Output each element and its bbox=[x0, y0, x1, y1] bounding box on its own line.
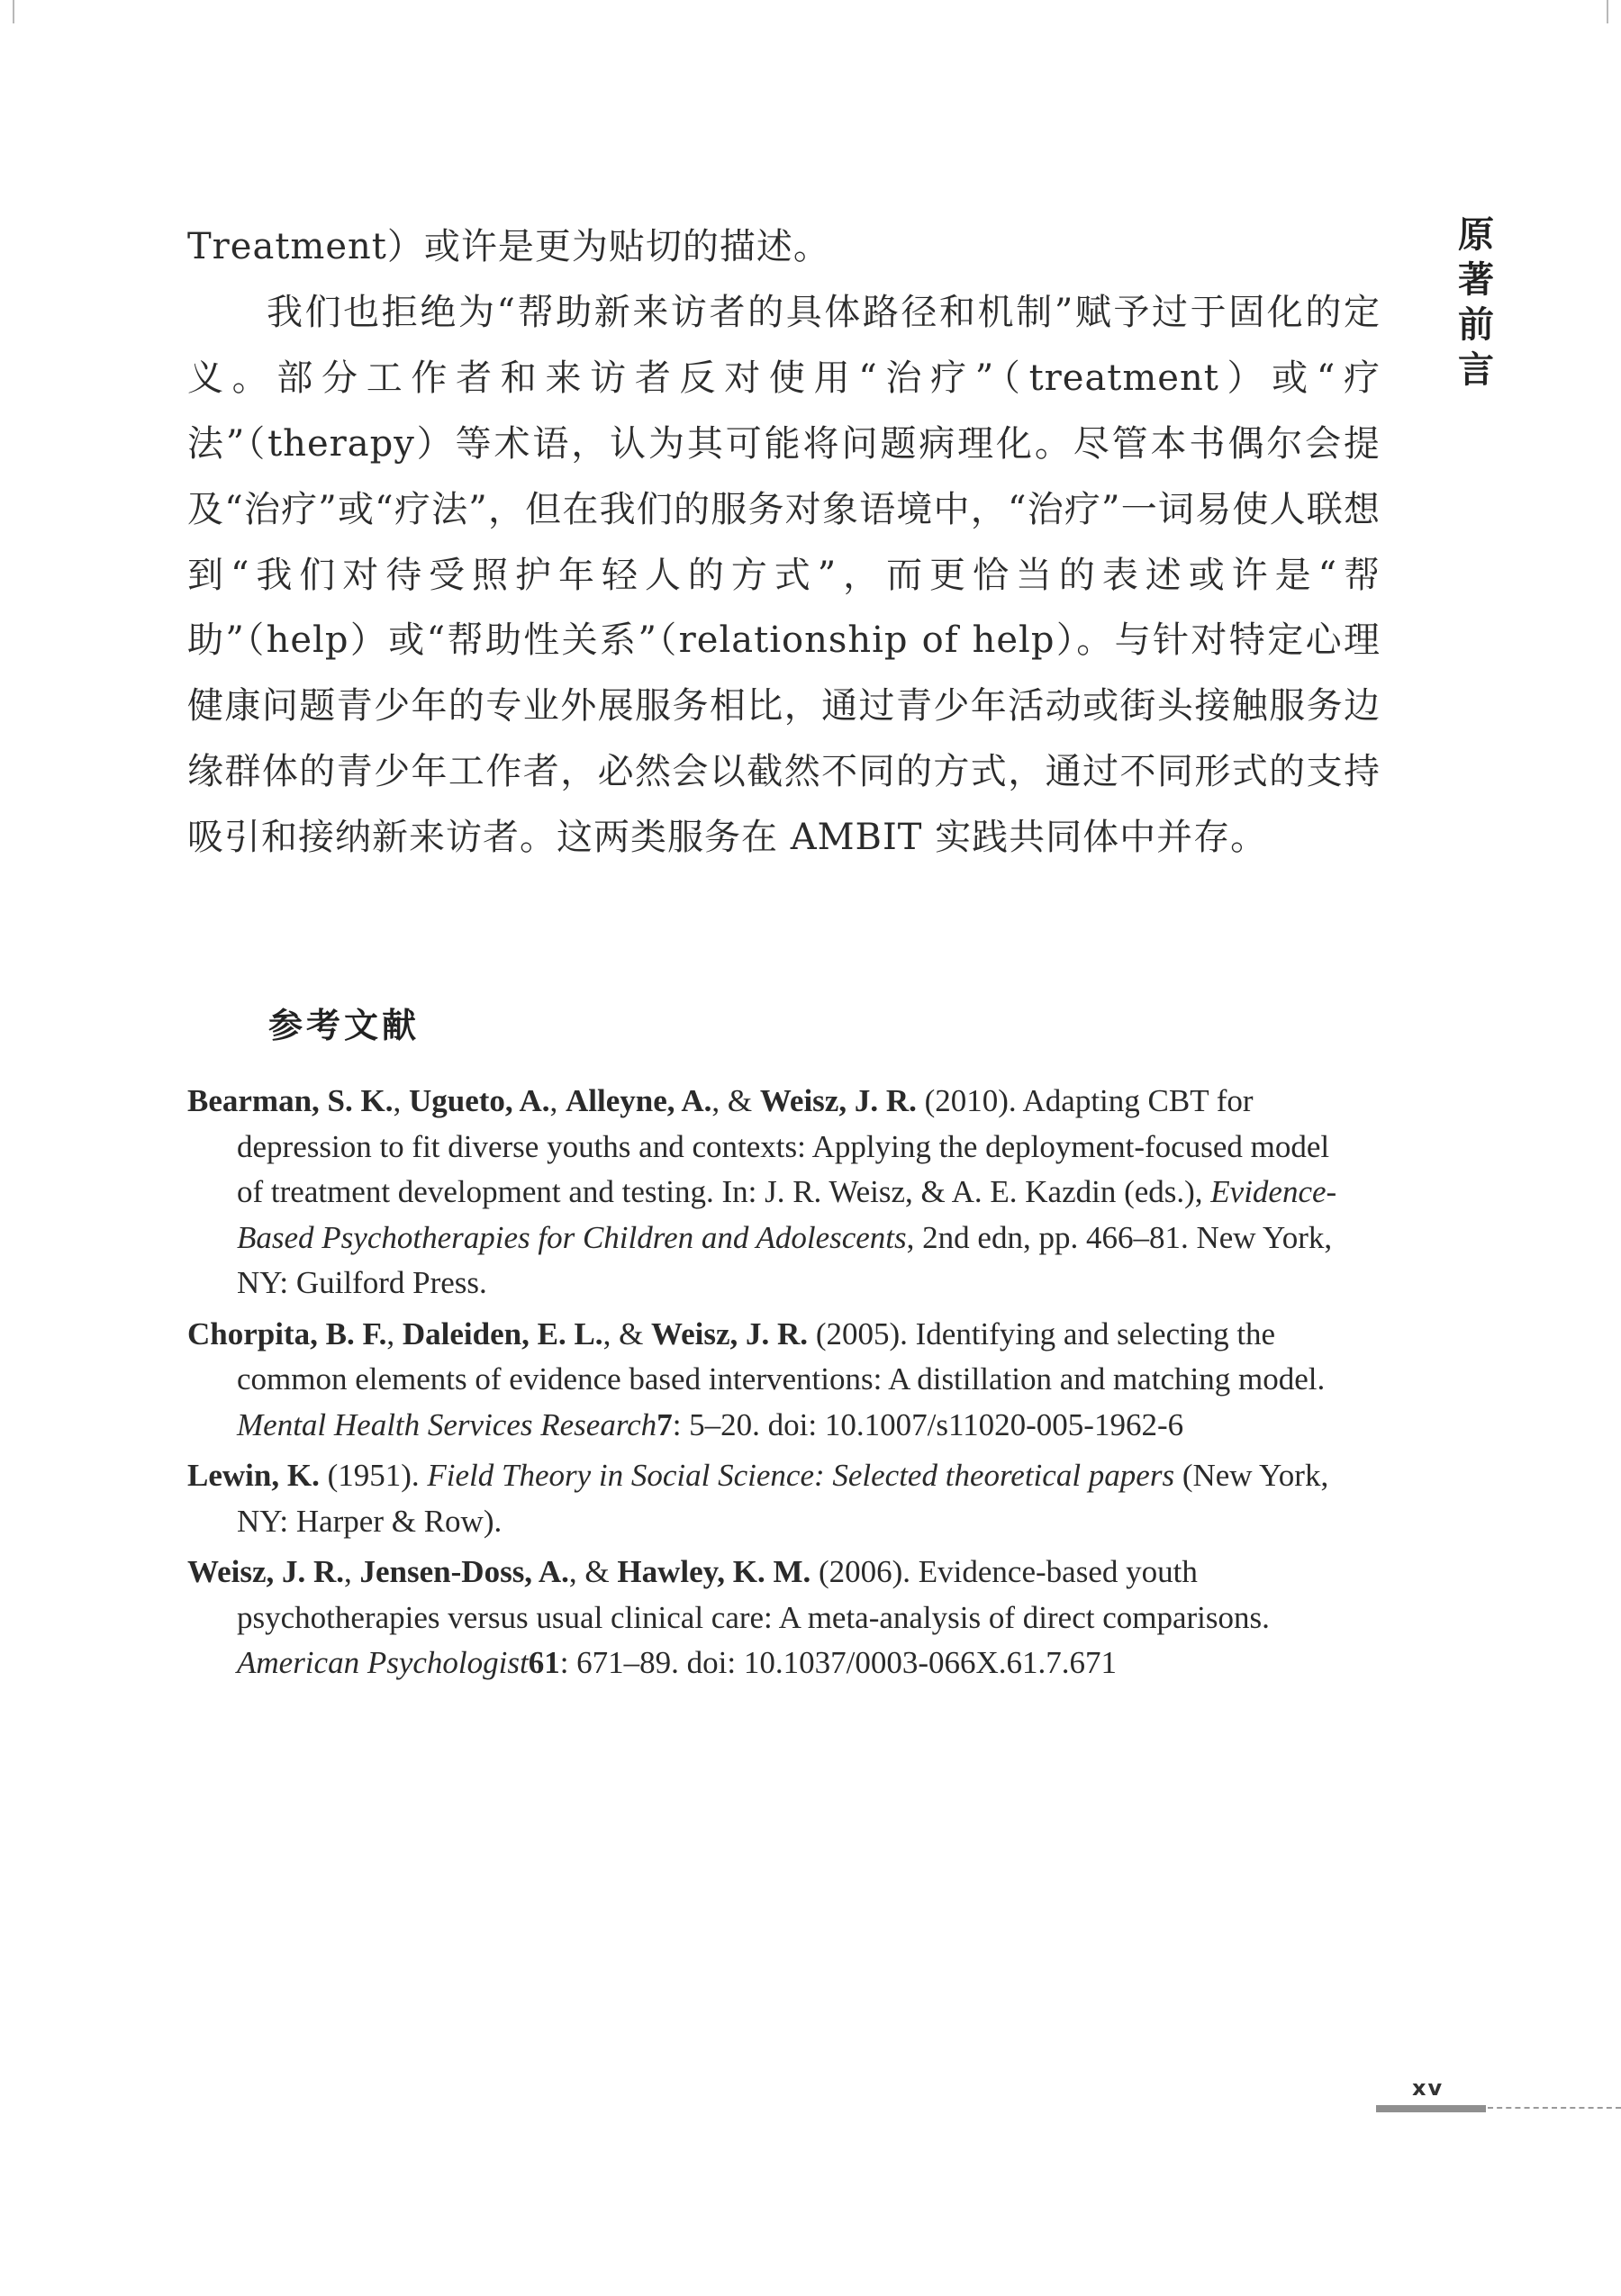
reference-entry bbox=[187, 1312, 1358, 1449]
reference-volume: 7 bbox=[657, 1406, 673, 1442]
reference-author: Weisz, J. R. bbox=[187, 1554, 345, 1589]
reference-author-separator: , bbox=[386, 1315, 403, 1351]
chapter-side-title bbox=[1452, 212, 1500, 393]
reference-entry bbox=[187, 1550, 1358, 1686]
page-number: xv bbox=[1412, 2075, 1444, 2101]
reference-year: (2010). bbox=[924, 1083, 1017, 1118]
reference-text-tail: (New York, NY: Harper & Row). bbox=[237, 1458, 1329, 1539]
references-list bbox=[187, 1079, 1358, 1692]
reference-text-tail: , 2nd edn, pp. 466–81. New York, NY: Guilford Press. bbox=[237, 1219, 1333, 1300]
reference-author: Weisz, J. R. bbox=[651, 1315, 809, 1351]
reference-author: Daleiden, E. L. bbox=[402, 1315, 603, 1351]
reference-text: Evidence-based youth psychotherapies versus usual clinical care: A meta-analysis of direct comparisons. bbox=[237, 1554, 1270, 1635]
side-title-char: 言 bbox=[1458, 349, 1494, 391]
side-title-char: 著 bbox=[1458, 259, 1494, 301]
reference-author: Ugueto, A. bbox=[408, 1083, 550, 1118]
reference-author-separator: , & bbox=[568, 1554, 618, 1589]
reference-author-separator: , bbox=[393, 1083, 409, 1118]
page-rule-dashed bbox=[1488, 2107, 1621, 2109]
reference-year: (2006). bbox=[818, 1554, 911, 1589]
body-text bbox=[187, 214, 1381, 871]
reference-source-title: Mental Health Services Research bbox=[237, 1406, 657, 1442]
reference-author-separator: , & bbox=[602, 1315, 652, 1351]
reference-text: Identifying and selecting the common elements of evidence based interventions: A distillation and matching model. bbox=[237, 1315, 1326, 1397]
reference-year: (1951). bbox=[327, 1458, 420, 1493]
reference-author: Jensen-Doss, A. bbox=[359, 1554, 569, 1589]
reference-source-title: American Psychologist bbox=[237, 1645, 529, 1680]
reference-entry bbox=[187, 1079, 1358, 1306]
paragraph-continued: Treatment）或许是更为贴切的描述。 bbox=[187, 226, 830, 267]
side-title-char: 前 bbox=[1458, 304, 1494, 346]
reference-author-separator: , bbox=[549, 1083, 566, 1118]
paragraph: 我们也拒绝为“帮助新来访者的具体路径和机制”赋予过于固化的定义。部分工作者和来访者反对使用“治疗”（treatment）或“疗法”（therapy）等术语，认为其可能将问题病理化。尽管本书偶尔会提及“治疗”或“疗法”，但在我们的服务对象语境中，“治疗”一词易使人联想到“我们对待受照护年轻人的方式”，而更恰当的表述或许是“帮助”（help）或“帮助性关系”（relationship of help）。与针对特定心理健康问题青少年的专业外展服务相比，通过青少年活动或街头接触服务边缘群体的青少年工作者，必然会以截然不同的方式，通过不同形式的支持吸引和接纳新来访者。这两类服务在 AMBIT 实践共同体中并存。 bbox=[187, 291, 1381, 859]
reference-author: Alleyne, A. bbox=[566, 1083, 712, 1118]
reference-author-separator: , bbox=[344, 1554, 360, 1589]
reference-author-separator: , & bbox=[711, 1083, 760, 1118]
reference-author: Hawley, K. M. bbox=[617, 1554, 811, 1589]
crop-mark-right bbox=[1607, 0, 1608, 23]
reference-entry bbox=[187, 1453, 1358, 1544]
reference-author: Weisz, J. R. bbox=[759, 1083, 917, 1118]
reference-author-separator bbox=[320, 1458, 328, 1493]
page-rule-bar bbox=[1376, 2105, 1486, 2112]
reference-volume: 61 bbox=[528, 1645, 560, 1680]
side-title-char: 原 bbox=[1458, 214, 1494, 256]
reference-text-tail: : 671–89. doi: 10.1037/0003-066X.61.7.671 bbox=[559, 1645, 1118, 1680]
reference-author: Lewin, K. bbox=[187, 1458, 320, 1493]
reference-author: Chorpita, B. F. bbox=[187, 1315, 387, 1351]
reference-author-separator bbox=[810, 1554, 819, 1589]
reference-text-tail: : 5–20. doi: 10.1007/s11020-005-1962-6 bbox=[672, 1406, 1184, 1442]
reference-source-title: Evidence-Based Psychotherapies for Children and Adolescents bbox=[237, 1174, 1337, 1255]
references-heading: 参考文献 bbox=[268, 1006, 421, 1045]
reference-author-separator bbox=[808, 1316, 816, 1351]
reference-source-title: Field Theory in Social Science: Selected theoretical papers bbox=[427, 1458, 1175, 1493]
reference-author-separator bbox=[917, 1083, 925, 1118]
crop-mark-left bbox=[13, 0, 14, 23]
reference-year: (2005). bbox=[815, 1315, 908, 1351]
reference-author: Bearman, S. K. bbox=[187, 1083, 394, 1118]
reference-text: Adapting CBT for depression to fit diverse youths and contexts: Applying the deployment-focused model of treatment development and testing. In: J. R. Weisz, & A. E. Kazdin (eds.), bbox=[237, 1083, 1330, 1209]
